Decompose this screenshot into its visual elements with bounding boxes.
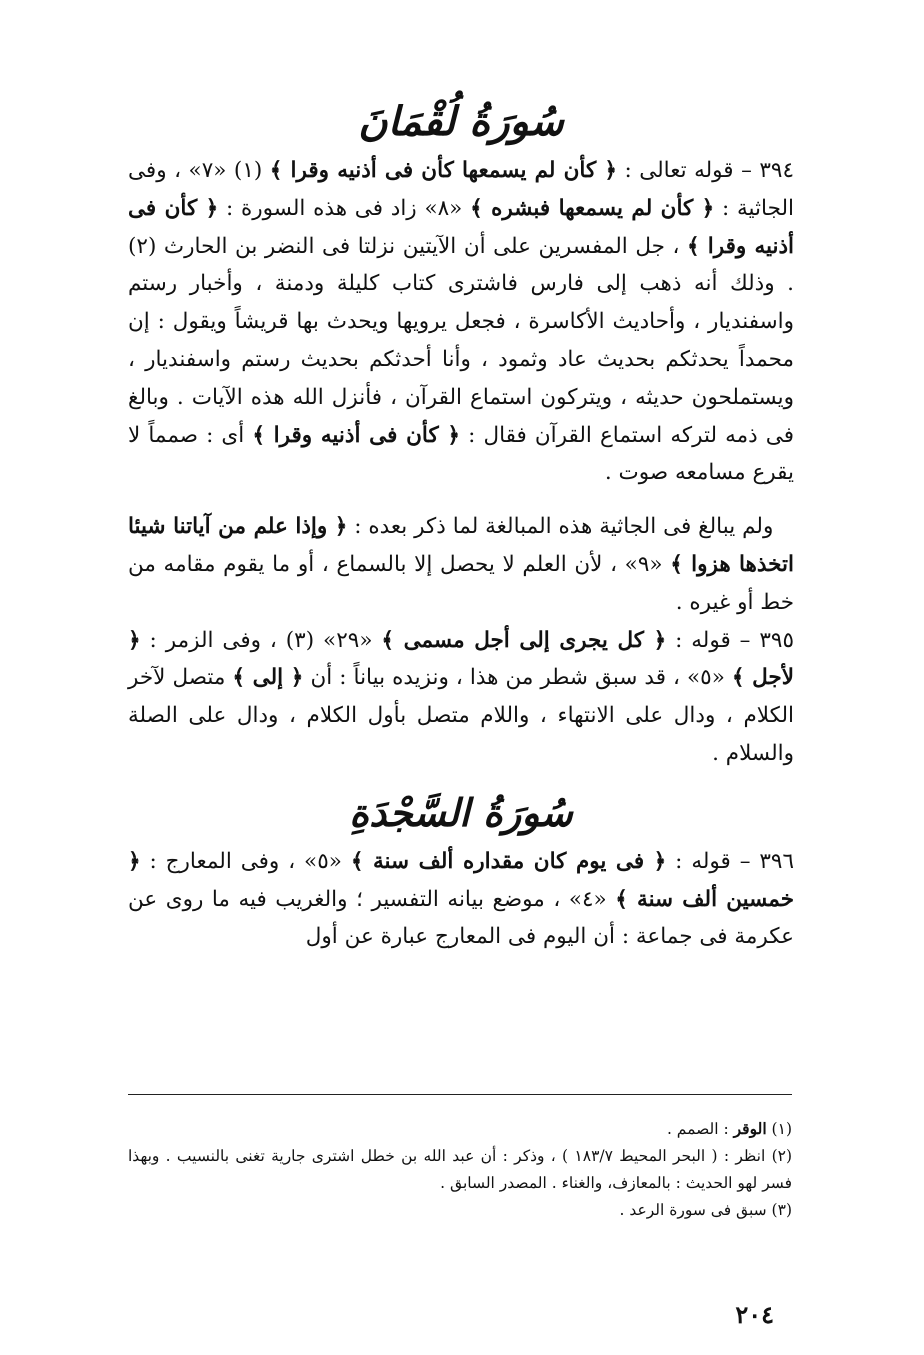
- footnote-2: (٢) انظر : ( البحر المحيط ١٨٣/٧ ) ، وذكر : أن عبد الله بن خطل اشترى جارية تغنى بالنسيب . وبهذا فسر لهو الحديث : بالمعازف، والغناء . المصدر السابق .: [128, 1147, 793, 1192]
- quran-quote: ﴿ إلى ﴾: [232, 665, 304, 691]
- footnote-3: (٣) سبق فى سورة الرعد .: [619, 1201, 792, 1219]
- paragraph-396: ٣٩٦ – قوله : ﴿ فى يوم كان مقداره ألف سنة ﴾ «٥» ، وفى المعارج : ﴿ خمسين ألف سنة ﴾ «٤» ، موضع بيانه التفسير ؛ والغريب فيه ما روى عن عكرمة فى جماعة : أن اليوم فى المعارج عبارة عن أول: [128, 848, 795, 950]
- quran-quote: ﴿ كل يجرى إلى أجل مسمى ﴾: [381, 627, 667, 653]
- quran-quote: ﴿ خمسين ألف سنة ﴾: [128, 848, 794, 912]
- quran-quote: ﴿ كأن لم يسمعها فبشره ﴾: [470, 195, 715, 221]
- quran-quote: ﴿ كأن لم يسمعها كأن فى أذنيه وقرا ﴾: [269, 158, 617, 183]
- quran-quote: ﴿ كأن فى أذنيه وقرا ﴾: [128, 195, 794, 259]
- paragraph-394-continued: ولم يبالغ فى الجاثية هذه المبالغة لما ذكر بعده : ﴿ وإذا علم من آياتنا شيئا اتخذها هزوا ﴾ «٩» ، لأن العلم لا يحصل إلا بالسماع ، أو ما يقوم مقامه من خط أو غيره .: [128, 514, 794, 615]
- quran-quote: ﴿ لأجل ﴾: [128, 627, 794, 691]
- surah-title-sajdah: سُورَةُ السَّجْدَةِ: [349, 789, 573, 835]
- surah-title-luqman: سُورَةُ لُقْمَانَ: [358, 98, 564, 145]
- quran-quote: ﴿ كأن فى أذنيه وقرا ﴾: [252, 422, 461, 448]
- footnote-1: (١) الوقر : الصمم .: [666, 1119, 792, 1138]
- main-text: [128, 92, 794, 956]
- paragraph-395: ٣٩٥ – قوله : ﴿ كل يجرى إلى أجل مسمى ﴾ «٢٩» (٣) ، وفى الزمر : ﴿ لأجل ﴾ «٥» ، قد سبق شطر من هذا ، ونزيده بياناً : أن ﴿ إلى ﴾ متصل لآخر الكلام ، ودال على الانتهاء ، واللام متصل بأول الكلام ، ودال على الصلة والسلام .: [128, 627, 795, 766]
- quran-quote: ﴿ وإذا علم من آياتنا شيئا اتخذها هزوا ﴾: [128, 514, 794, 577]
- paragraph-394: ٣٩٤ – قوله تعالى : ﴿ كأن لم يسمعها كأن فى أذنيه وقرا ﴾ (١) «٧» ، وفى الجاثية : ﴿ كأن لم يسمعها فبشره ﴾ «٨» زاد فى هذه السورة : ﴿ كأن فى أذنيه وقرا ﴾ ، جل المفسرين على أن الآيتين نزلتا فى النضر بن الحارث (٢) . وذلك أنه ذهب إلى فارس فاشترى كتاب كليلة ودمنة ، وأخبار رستم واسفنديار ، وأحاديث الأكاسرة ، فجعل يرويها ويحدث بها قريشاً ويقول : إن محمداً يحدثكم بحديث عاد وثمود ، وأنا أحدثكم بحديث رستم واسفنديار ، ويستملحون حديثه ، ويتركون استماع القرآن ، فأنزل الله هذه الآيات . وبالغ فى ذمه لتركه استماع القرآن فقال : ﴿ كأن فى أذنيه وقرا ﴾ أى : صمماً لا يقرع مسامعه صوت .: [128, 158, 794, 486]
- quran-quote: ﴿ فى يوم كان مقداره ألف سنة ﴾: [350, 848, 667, 874]
- page-number: ٢٠٤: [735, 1300, 774, 1329]
- footnotes: [128, 1094, 792, 1224]
